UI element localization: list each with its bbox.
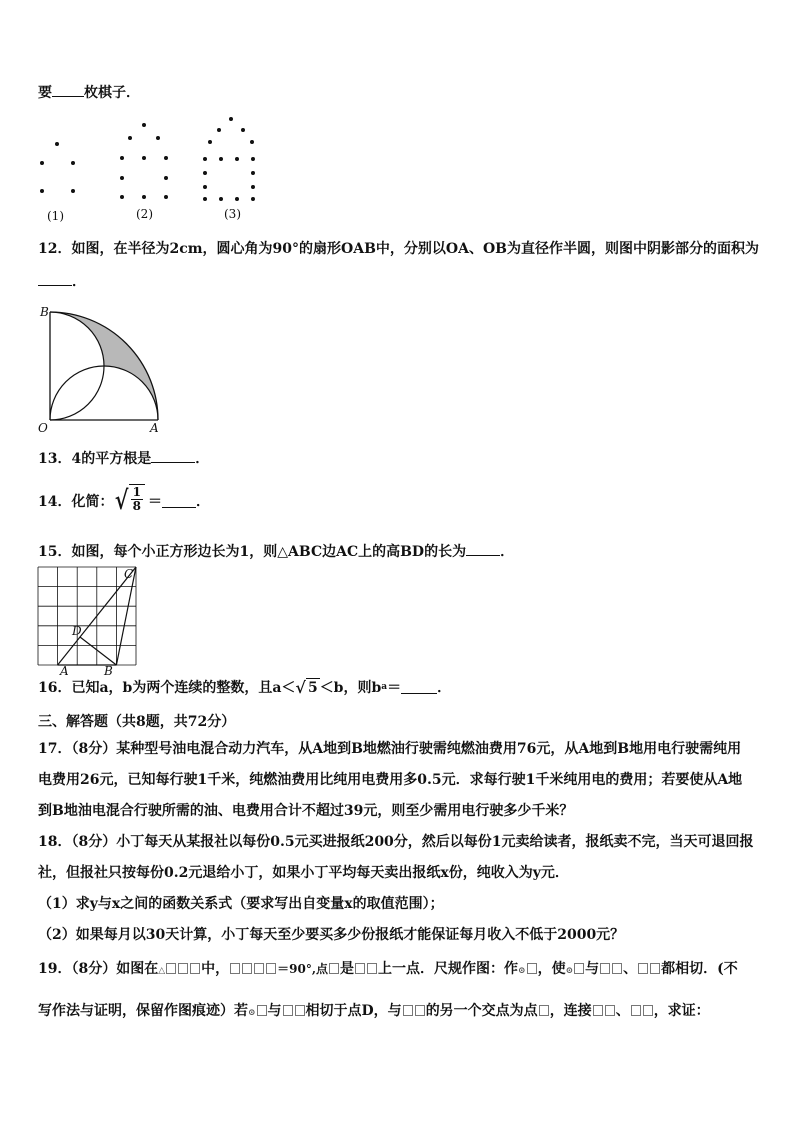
q19-l2-c: 相切于点D，与 [305, 1003, 402, 1019]
q15-label-d: D [72, 624, 82, 638]
q16-eq: ＝ [387, 680, 402, 696]
missing-glyph [539, 1005, 549, 1016]
q19-l2-f: 、 [615, 1003, 630, 1019]
q19-l2-a: 写作法与证明，保留作图痕迹）若 [38, 1003, 248, 1019]
missing-glyph [574, 963, 584, 974]
pattern-3 [203, 117, 255, 201]
pattern-1-label: (1) [47, 209, 64, 223]
missing-glyph [242, 963, 252, 974]
section-title: 三、解答题（共8题，共72分） [38, 714, 236, 730]
pattern-2 [120, 123, 168, 199]
missing-glyph [367, 963, 377, 974]
q19-l1-d: 是 [340, 961, 355, 977]
pattern-2-label: (2) [136, 207, 153, 221]
q17-line-2: 电费用26元，已知每行驶1千米，纯燃油费用比纯用电费用多0.5元．求每行驶1千米纯用电的费用；若要使从A地 [38, 772, 743, 788]
q13-text [38, 448, 209, 468]
q15-text [38, 541, 514, 561]
missing-glyph [295, 1005, 305, 1016]
missing-glyph [230, 963, 240, 974]
missing-glyph [403, 1005, 413, 1016]
q15-label-a: A [60, 664, 69, 678]
q19-l2-g: ，求证： [653, 1003, 710, 1019]
missing-glyph [612, 963, 622, 974]
q14-sqrt [113, 484, 144, 518]
q12-sector-figure [36, 302, 176, 435]
q11-text [38, 82, 140, 102]
q11-prefix: 要 [38, 85, 52, 101]
q11-answer-blank[interactable] [52, 84, 84, 97]
q15-end: ． [500, 544, 515, 560]
q19-l1-f: ，使 [537, 961, 566, 977]
q17-line-1: 17．（8分）某种型号油电混合动力汽车，从A地到B地燃油行驶需纯燃油费用76元，从A地到B地用电行驶需纯用 [38, 741, 742, 757]
q19-l2-d: 的另一个交点为点 [425, 1003, 538, 1019]
q15-grid [38, 567, 136, 665]
q13-answer-blank[interactable] [151, 450, 195, 463]
missing-glyph [166, 963, 176, 974]
q16-middle: ＜b，则b [319, 680, 382, 696]
pattern-1 [40, 142, 75, 193]
missing-glyph [631, 1005, 641, 1016]
q12-text: 12．如图，在半径为2cm，圆心角为90°的扇形OAB中，分别以OA、OB为直径作半圆，则图中阴影部分的面积为 [38, 241, 760, 257]
q13-end: ． [195, 451, 210, 467]
q12-label-o: O [38, 421, 48, 435]
q16-sqrt-sign: √ [295, 677, 306, 697]
circle-symbol: ⊙ [518, 966, 526, 976]
q17-line-3: 到B地油电混合行驶所需的油、电费用合计不超过39元，则至少需用电行驶多少千米？ [38, 803, 574, 819]
missing-glyph [527, 963, 537, 974]
missing-glyph [593, 1005, 603, 1016]
missing-glyph [638, 963, 648, 974]
missing-glyph [415, 1005, 425, 1016]
q19-l2-b: 与 [267, 1003, 282, 1019]
circle-symbol: ⊙ [565, 966, 574, 976]
missing-glyph [355, 963, 365, 974]
q19-line-2 [38, 1000, 710, 1020]
missing-glyph [605, 1005, 615, 1016]
q19-l1-h: 、 [623, 961, 638, 977]
q16-end: ． [437, 680, 452, 696]
q18-line-2: 社，但报社只按每份0.2元退给小丁，如果小丁平均每天卖出报纸x份，纯收入为y元． [38, 865, 569, 881]
q13-prompt: 13．4的平方根是 [38, 451, 152, 467]
q11-suffix: 枚棋子． [84, 85, 140, 101]
q15-label-b: B [104, 664, 113, 678]
q16-text [38, 677, 451, 697]
missing-glyph [329, 963, 339, 974]
q14-end: ． [195, 494, 210, 510]
circle-symbol: ⊙ [248, 1008, 256, 1018]
q16-answer-blank[interactable] [401, 681, 437, 694]
q18-part-2: （2）如果每月以30天计算，小丁每天至少要买多少份报纸才能保证每月收入不低于2000元？ [38, 927, 625, 943]
q19-l1-g: 与 [585, 961, 600, 977]
q19-triangle-symbol: △ [158, 966, 166, 976]
missing-glyph [257, 1005, 267, 1016]
q12-answer-line [38, 271, 86, 291]
q19-l1-i: 都相切．(不 [661, 961, 738, 977]
q19-line-1 [38, 958, 738, 978]
q19-l2-e: ，连接 [549, 1003, 592, 1019]
q12-label-a: A [150, 421, 159, 435]
q15-prompt: 15．如图，每个小正方形边长为1，则△ABC边AC上的高BD的长为 [38, 544, 467, 560]
q15-grid-figure [36, 563, 156, 678]
q19-l1-c: ＝90°,点 [277, 962, 329, 976]
missing-glyph [178, 963, 188, 974]
q16-radicand: 5 [307, 679, 318, 696]
q15-label-c: C [124, 567, 134, 581]
q19-l1-b: 中， [201, 961, 230, 977]
q14-sqrt-body [129, 484, 145, 518]
q14-numerator: 1 [132, 485, 141, 499]
q12-answer-blank[interactable] [38, 273, 72, 286]
q16-sqrt [295, 678, 319, 697]
q14-sqrt-sign: √ [115, 486, 129, 516]
q16-prefix: 16．已知a，b为两个连续的整数，且a＜ [38, 680, 296, 696]
q19-l1-e: 上一点．尺规作图：作 [378, 961, 519, 977]
missing-glyph [266, 963, 276, 974]
missing-glyph [643, 1005, 653, 1016]
q14-eq: ＝ [147, 494, 162, 510]
q12-end: ． [72, 274, 86, 290]
q14-fraction [131, 486, 143, 513]
pattern-3-label: (3) [224, 207, 241, 221]
q18-line-1: 18．（8分）小丁每天从某报社以每份0.5元买进报纸200分，然后以每份1元卖给读者，报纸卖不完，当天可退回报 [38, 834, 754, 850]
missing-glyph [190, 963, 200, 974]
q14-prefix: 14．化简： [38, 494, 114, 510]
missing-glyph [254, 963, 264, 974]
missing-glyph [283, 1005, 293, 1016]
q16-exponent: a [381, 682, 388, 692]
q14-answer-blank[interactable] [162, 495, 196, 508]
q11-dot-patterns-figure [30, 115, 290, 225]
q18-part-1: （1）求y与x之间的函数关系式（要求写出自变量x的取值范围）； [38, 896, 444, 912]
q12-label-b: B [40, 305, 49, 319]
missing-glyph [600, 963, 610, 974]
missing-glyph [650, 963, 660, 974]
q14-denominator: 8 [132, 499, 141, 513]
q14-text [38, 484, 210, 518]
q19-l1-a: 19．（8分）如图在 [38, 961, 159, 977]
q15-answer-blank[interactable] [466, 543, 500, 556]
